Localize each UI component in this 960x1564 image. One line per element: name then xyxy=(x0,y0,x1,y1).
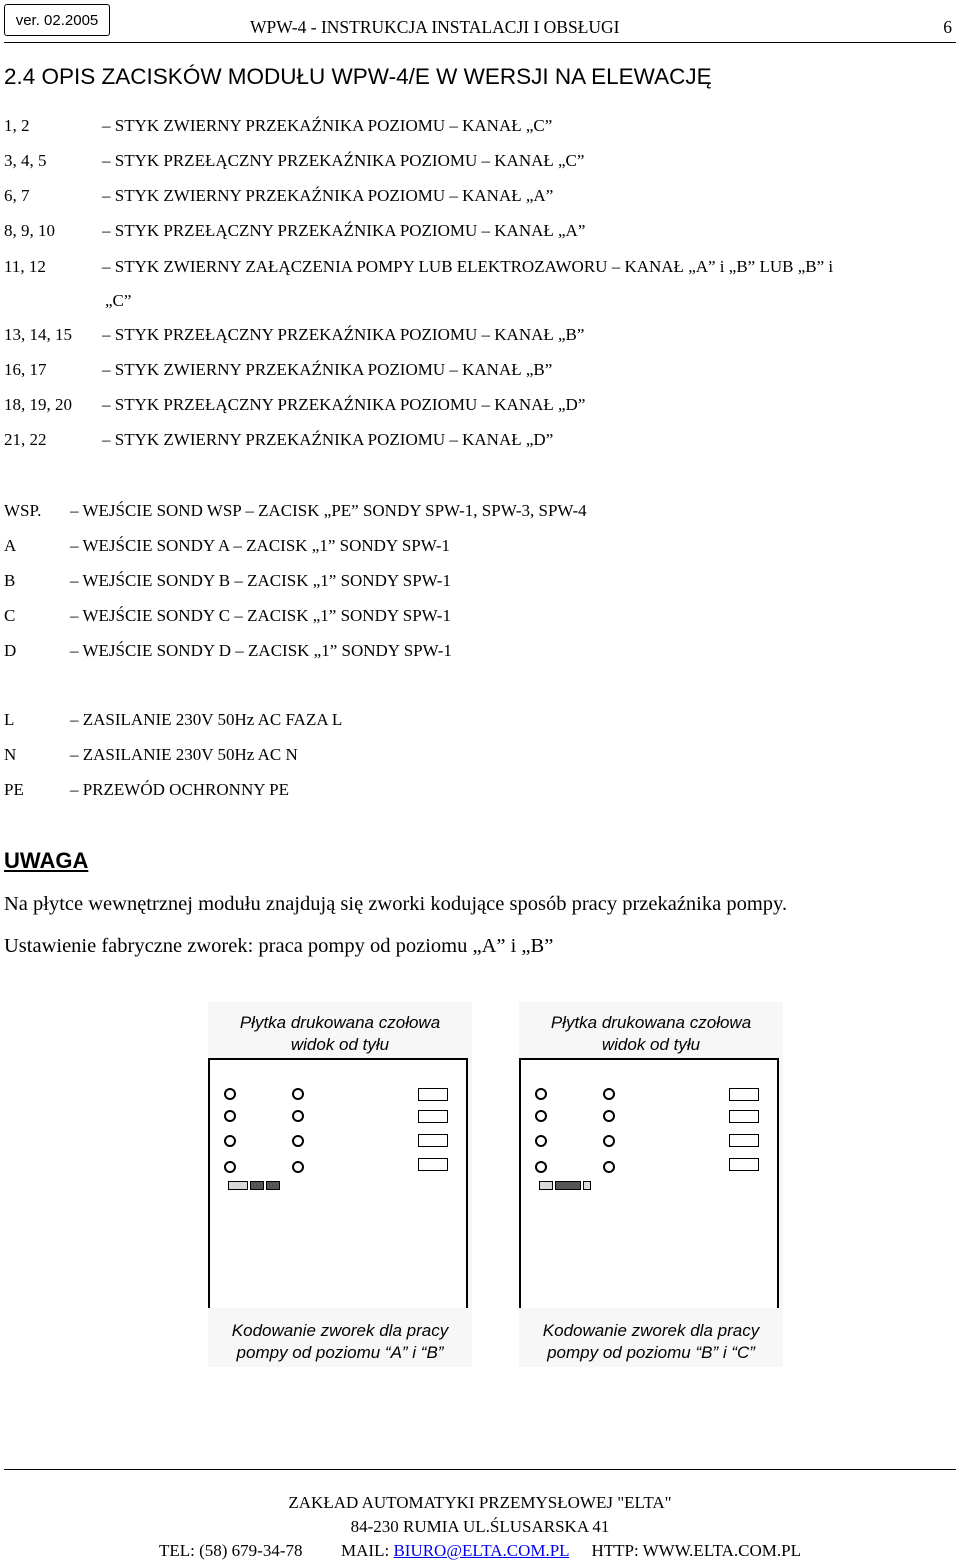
section-title: 2.4 OPIS ZACISKÓW MODUŁU WPW-4/E W WERSJI NA ELEWACJĘ xyxy=(4,64,712,89)
terminal-label: 18, 19, 20 xyxy=(4,395,72,414)
input-label: B xyxy=(4,571,16,590)
terminal-label: 1, 2 xyxy=(4,116,30,135)
pcb-board xyxy=(519,1058,779,1308)
diagram-caption-bottom-2: pompy od poziomu “A” i “B” xyxy=(236,1343,444,1362)
led-hole xyxy=(292,1088,304,1100)
led-hole xyxy=(224,1088,236,1100)
diagram-caption-sub: widok od tyłu xyxy=(290,1035,390,1054)
document-title: WPW-4 - INSTRUKCJA INSTALACJI I OBSŁUGI xyxy=(250,17,620,37)
terminal-desc: – STYK PRZEŁĄCZNY PRZEKAŹNIKA POZIOMU – KANAŁ „D” xyxy=(102,395,586,414)
diagram-caption-top: Płytka drukowana czołowa xyxy=(550,1013,752,1032)
input-label: D xyxy=(4,641,17,660)
input-desc: – WEJŚCIE SONDY A – ZACISK „1” SONDY SPW-1 xyxy=(70,536,451,555)
pcb-board xyxy=(208,1058,468,1308)
power-label: PE xyxy=(4,780,24,799)
footer-contact xyxy=(0,1541,960,1561)
footer-tel: TEL: (58) 679-34-78 xyxy=(158,1541,303,1560)
button-cutout xyxy=(418,1110,448,1123)
led-hole xyxy=(292,1161,304,1173)
input-desc: – WEJŚCIE SONDY C – ZACISK „1” SONDY SPW-1 xyxy=(70,606,451,625)
page-number: 6 xyxy=(943,17,952,37)
terminal-desc: – STYK PRZEŁĄCZNY PRZEKAŹNIKA POZIOMU – KANAŁ „C” xyxy=(102,151,585,170)
diagram-caption-sub: widok od tyłu xyxy=(601,1035,701,1054)
jumper-pins xyxy=(583,1181,591,1190)
jumper-closed xyxy=(250,1181,264,1190)
led-hole xyxy=(292,1110,304,1122)
terminal-desc: – STYK ZWIERNY PRZEKAŹNIKA POZIOMU – KANAŁ „B” xyxy=(102,360,553,379)
warning-heading: UWAGA xyxy=(4,848,89,873)
terminal-label: 13, 14, 15 xyxy=(4,325,72,344)
email-link[interactable]: BIURO@ELTA.COM.PL xyxy=(393,1541,569,1560)
terminal-desc: – STYK ZWIERNY ZAŁĄCZENIA POMPY LUB ELEKTROZAWORU – KANAŁ „A” i „B” LUB „B” i xyxy=(102,257,834,276)
led-hole xyxy=(224,1110,236,1122)
terminal-desc: – STYK ZWIERNY PRZEKAŹNIKA POZIOMU – KANAŁ „C” xyxy=(102,116,553,135)
button-cutout xyxy=(418,1158,448,1171)
pcb-diagram-ab xyxy=(208,1002,472,1367)
led-hole xyxy=(224,1135,236,1147)
button-cutout xyxy=(418,1088,448,1101)
diagram-caption-bottom: Kodowanie zworek dla pracy xyxy=(542,1321,760,1340)
led-hole xyxy=(535,1161,547,1173)
led-hole xyxy=(603,1110,615,1122)
header-divider xyxy=(4,42,956,43)
terminal-label: 6, 7 xyxy=(4,186,30,205)
warning-line-1: Na płytce wewnętrznej modułu znajdują się zworki kodujące sposób pracy przekaźnika pompy. xyxy=(4,893,788,915)
power-desc: – ZASILANIE 230V 50Hz AC N xyxy=(70,745,298,764)
terminal-label: 3, 4, 5 xyxy=(4,151,47,170)
terminal-label: 11, 12 xyxy=(4,257,46,276)
terminal-desc: – STYK PRZEŁĄCZNY PRZEKAŹNIKA POZIOMU – KANAŁ „A” xyxy=(102,221,586,240)
terminal-desc: – STYK PRZEŁĄCZNY PRZEKAŹNIKA POZIOMU – KANAŁ „B” xyxy=(102,325,585,344)
input-desc: – WEJŚCIE SONDY D – ZACISK „1” SONDY SPW-1 xyxy=(70,641,452,660)
input-desc: – WEJŚCIE SONDY B – ZACISK „1” SONDY SPW-1 xyxy=(70,571,451,590)
warning-line-2: Ustawienie fabryczne zworek: praca pompy od poziomu „A” i „B” xyxy=(4,935,554,957)
footer-divider xyxy=(4,1469,956,1470)
terminal-desc: – STYK ZWIERNY PRZEKAŹNIKA POZIOMU – KANAŁ „D” xyxy=(102,430,554,449)
input-label: A xyxy=(4,536,17,555)
jumper-closed xyxy=(266,1181,280,1190)
jumper-closed xyxy=(555,1181,581,1190)
diagram-caption-bottom-2: pompy od poziomu “B” i “C” xyxy=(547,1343,755,1362)
footer-mail-label: MAIL: xyxy=(341,1541,390,1560)
terminal-label: 21, 22 xyxy=(4,430,47,449)
terminal-desc: „C” xyxy=(105,291,132,310)
button-cutout xyxy=(729,1158,759,1171)
version-box: ver. 02.2005 xyxy=(4,4,110,36)
led-hole xyxy=(292,1135,304,1147)
led-hole xyxy=(603,1088,615,1100)
led-hole xyxy=(535,1110,547,1122)
footer-company: ZAKŁAD AUTOMATYKI PRZEMYSŁOWEJ "ELTA" xyxy=(288,1493,672,1512)
power-label: N xyxy=(4,745,17,764)
terminal-label: 16, 17 xyxy=(4,360,47,379)
power-desc: – ZASILANIE 230V 50Hz AC FAZA L xyxy=(70,710,343,729)
led-hole xyxy=(535,1135,547,1147)
diagram-caption-top: Płytka drukowana czołowa xyxy=(239,1013,441,1032)
input-label: C xyxy=(4,606,16,625)
button-cutout xyxy=(729,1088,759,1101)
terminal-label: 8, 9, 10 xyxy=(4,221,55,240)
led-hole xyxy=(224,1161,236,1173)
button-cutout xyxy=(729,1134,759,1147)
input-desc: – WEJŚCIE SOND WSP – ZACISK „PE” SONDY SPW-1, SPW-3, SPW-4 xyxy=(70,501,587,520)
power-desc: – PRZEWÓD OCHRONNY PE xyxy=(70,780,289,799)
terminal-desc: – STYK ZWIERNY PRZEKAŹNIKA POZIOMU – KANAŁ „A” xyxy=(102,186,554,205)
button-cutout xyxy=(729,1110,759,1123)
footer-address: 84-230 RUMIA UL.ŚLUSARSKA 41 xyxy=(350,1517,610,1536)
button-cutout xyxy=(418,1134,448,1147)
jumper-pins xyxy=(228,1181,248,1190)
pcb-diagram-bc xyxy=(519,1002,783,1367)
power-label: L xyxy=(4,710,15,729)
jumper-pins xyxy=(539,1181,553,1190)
input-label: WSP. xyxy=(4,501,42,520)
footer-website[interactable]: HTTP: WWW.ELTA.COM.PL xyxy=(591,1541,802,1560)
diagram-caption-bottom: Kodowanie zworek dla pracy xyxy=(231,1321,449,1340)
led-hole xyxy=(603,1135,615,1147)
led-hole xyxy=(535,1088,547,1100)
led-hole xyxy=(603,1161,615,1173)
